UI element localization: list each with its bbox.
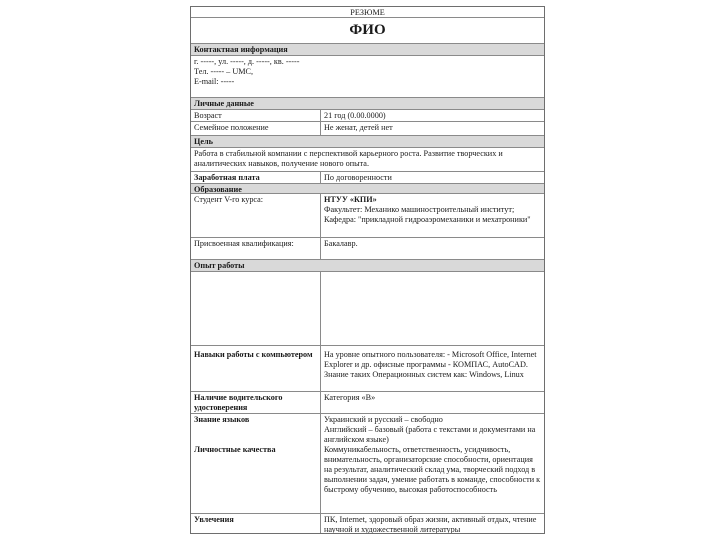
- age-row: [191, 109, 544, 121]
- experience-section-title: Опыт работы: [194, 261, 245, 270]
- education-details-cell: [321, 194, 544, 237]
- experience-body-row: [191, 271, 544, 345]
- qualification-row: [191, 237, 544, 259]
- license-label: Наличие водительского удостоверения: [191, 392, 321, 413]
- fio-row: [191, 17, 544, 43]
- contact-section-title: Контактная информация: [194, 45, 288, 54]
- education-student-row: [191, 193, 544, 237]
- license-value: Категория «В»: [324, 393, 376, 402]
- personal-section-row: [191, 97, 544, 109]
- experience-empty-left: [191, 272, 321, 345]
- salary-row: [191, 171, 544, 183]
- education-section-row: [191, 183, 544, 193]
- skills-row: [191, 345, 544, 391]
- languages-qualities-values: [321, 414, 544, 513]
- experience-section-row: [191, 259, 544, 271]
- experience-empty-right: [321, 272, 544, 345]
- hobbies-row: [191, 513, 544, 534]
- goal-section-title: Цель: [194, 137, 213, 146]
- resume-heading-row: [191, 7, 544, 17]
- languages-qualities-row: [191, 413, 544, 513]
- education-section-title: Образование: [194, 185, 242, 193]
- qualification-label: Присвоенная квалификация:: [191, 238, 321, 259]
- qualities-label: Личностные качества: [194, 445, 276, 454]
- languages-qualities-labels: [191, 414, 321, 513]
- salary-value: По договоренности: [324, 173, 392, 182]
- contact-details-row: [191, 55, 544, 97]
- license-row: [191, 391, 544, 413]
- university-name: НТУУ «КПИ»: [324, 195, 377, 204]
- family-value: Не женат, детей нет: [324, 123, 393, 132]
- resume-document: [190, 6, 545, 534]
- family-label: Семейное положение: [191, 122, 321, 135]
- fio-title: ФИО: [349, 22, 386, 38]
- goal-section-row: [191, 135, 544, 147]
- languages-label: Знание языков: [194, 415, 250, 424]
- salary-label: Заработная плата: [191, 172, 321, 183]
- resume-heading: РЕЗЮМЕ: [350, 8, 385, 17]
- personal-section-title: Личные данные: [194, 99, 254, 108]
- hobbies-value: ПК, Internet, здоровый образ жизни, активный отдых, чтение научной и художественной литературы: [324, 515, 537, 534]
- education-student-label: Студент V-го курса:: [191, 194, 321, 237]
- skills-value: На уровне опытного пользователя: - Microsoft Office, Internet Explorer и др. офисные программы - КОМПАС, AutoCAD. Знание таких Операционных систем как: Windows, Linux: [324, 350, 537, 379]
- contact-details: г. -----, ул. -----, д. -----, кв. ----- Тел. ----- – UMC, E-mail: -----: [194, 57, 300, 86]
- hobbies-label: Увлечения: [191, 514, 321, 534]
- goal-text-row: [191, 147, 544, 171]
- qualities-value: Коммуникабельность, ответственность, усидчивость, внимательность, организаторские способности, ориентация на результат, аналитический склад ума, творческий подход в выполнении задач, умение работать в команде, способности к быстрому обучению, высокая работоспособность: [324, 445, 541, 494]
- qualification-value: Бакалавр.: [324, 239, 358, 248]
- languages-value: Украинский и русский – свободно Английский – базовый (работа с текстами и документами на английском языке): [324, 415, 536, 444]
- skills-label: Навыки работы с компьютером: [191, 346, 321, 391]
- family-row: [191, 121, 544, 135]
- education-details: Факультет: Механико машиностроительный институт; Кафедра: "прикладной гидроаэромеханики и мехатроники": [324, 205, 531, 224]
- goal-text: Работа в стабильной компании с перспективой карьерного роста. Развитие творческих и аналитических навыков, получение нового опыта.: [194, 149, 503, 168]
- age-value: 21 год (0.00.0000): [324, 111, 386, 120]
- age-label: Возраст: [191, 110, 321, 121]
- contact-section-row: [191, 43, 544, 55]
